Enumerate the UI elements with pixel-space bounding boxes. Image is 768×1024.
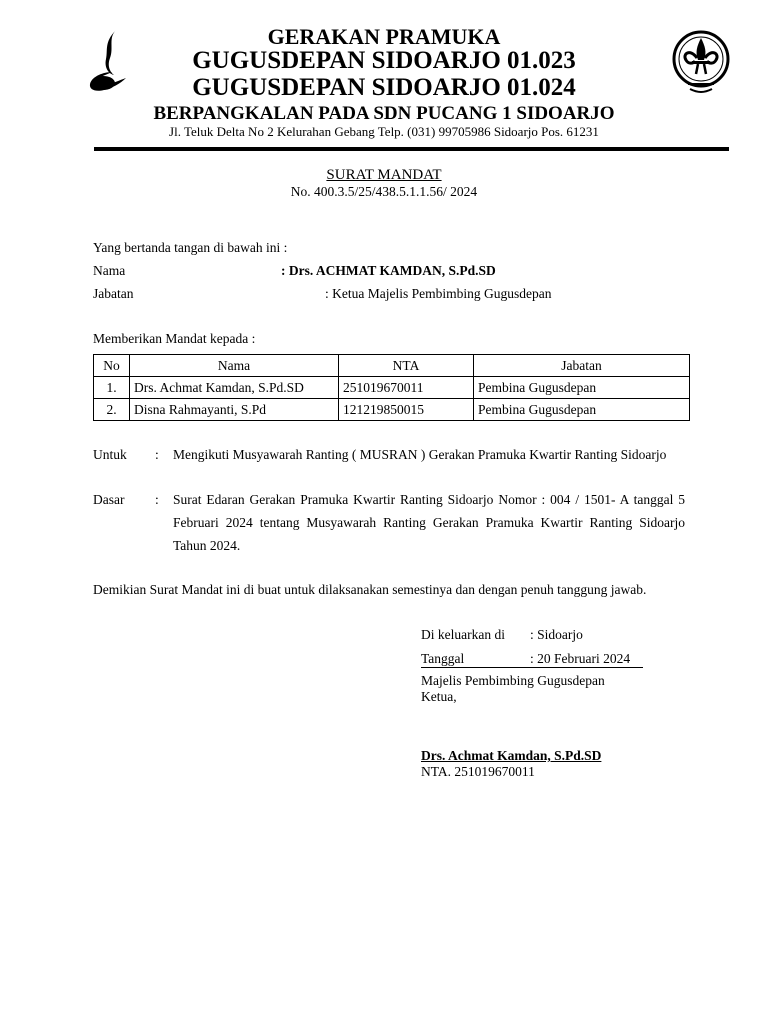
untuk-colon: : — [155, 447, 159, 462]
jabatan-label: Jabatan — [93, 286, 134, 301]
jabatan-value: : Ketua Majelis Pembimbing Gugusdepan — [325, 286, 552, 301]
signatory-nta: NTA. 251019670011 — [421, 764, 535, 779]
date-value: : 20 Februari 2024 — [530, 651, 631, 666]
row-nama: Drs. Achmat Kamdan, S.Pd.SD — [130, 377, 339, 399]
nama-value: : Drs. ACHMAT KAMDAN, S.Pd.SD — [281, 263, 496, 278]
mandate-intro: Memberikan Mandat kepada : — [93, 331, 256, 346]
date-underline — [421, 667, 643, 668]
issued-value: : Sidoarjo — [530, 627, 583, 642]
position-line-1: Majelis Pembimbing Gugusdepan — [421, 673, 605, 688]
table-row — [94, 399, 690, 421]
header-nta: NTA — [339, 355, 474, 377]
untuk-text: Mengikuti Musyawarah Ranting ( MUSRAN ) Gerakan Pramuka Kwartir Ranting Sidoarjo — [173, 447, 667, 462]
row-jabatan: Pembina Gugusdepan — [474, 399, 690, 421]
header-no: No — [94, 355, 130, 377]
dasar-text: Surat Edaran Gerakan Pramuka Kwartir Ranting Sidoarjo Nomor : 004 / 1501- A tanggal 5 Februari 2024 tentang Musyawarah Ranting Gerakan Pramuka Kwartir Ranting Sidoarjo Tahun 2024. — [173, 492, 685, 553]
base-location: BERPANGKALAN PADA SDN PUCANG 1 SIDOARJO — [153, 103, 615, 124]
org-name: GERAKAN PRAMUKA — [267, 24, 501, 49]
document-number: No. 400.3.5/25/438.5.1.1.56/ 2024 — [290, 184, 478, 199]
issued-label: Di keluarkan di — [421, 627, 505, 642]
header-jabatan: Jabatan — [474, 355, 690, 377]
row-no: 1. — [94, 377, 130, 399]
nama-label: Nama — [93, 263, 126, 278]
scout-fleur-de-lis-emblem-icon — [668, 28, 734, 98]
document-title: SURAT MANDAT — [326, 167, 442, 183]
header-nama: Nama — [130, 355, 339, 377]
row-nta: 121219850015 — [339, 399, 474, 421]
row-nta: 251019670011 — [339, 377, 474, 399]
address-line: Jl. Teluk Delta No 2 Kelurahan Gebang Telp. (031) 99705986 Sidoarjo Pos. 61231 — [169, 124, 599, 139]
signatory-name: Drs. Achmat Kamdan, S.Pd.SD — [421, 748, 602, 763]
closing-text: Demikian Surat Mandat ini di buat untuk dilaksanakan semestinya dan dengan penuh tanggung jawab. — [93, 582, 647, 597]
dasar-label: Dasar — [93, 492, 125, 507]
dasar-colon: : — [155, 492, 159, 507]
date-label: Tanggal — [421, 651, 465, 666]
untuk-label: Untuk — [93, 447, 127, 462]
letterhead-divider — [94, 147, 729, 151]
mandate-table — [93, 354, 690, 421]
position-line-2: Ketua, — [421, 689, 457, 704]
intro-text: Yang bertanda tangan di bawah ini : — [93, 240, 288, 255]
row-no: 2. — [94, 399, 130, 421]
table-row — [94, 377, 690, 399]
table-header-row — [94, 355, 690, 377]
unit-name-1: GUGUSDEPAN SIDOARJO 01.023 — [192, 47, 576, 74]
unit-name-2: GUGUSDEPAN SIDOARJO 01.024 — [192, 74, 576, 101]
row-jabatan: Pembina Gugusdepan — [474, 377, 690, 399]
row-nama: Disna Rahmayanti, S.Pd — [130, 399, 339, 421]
